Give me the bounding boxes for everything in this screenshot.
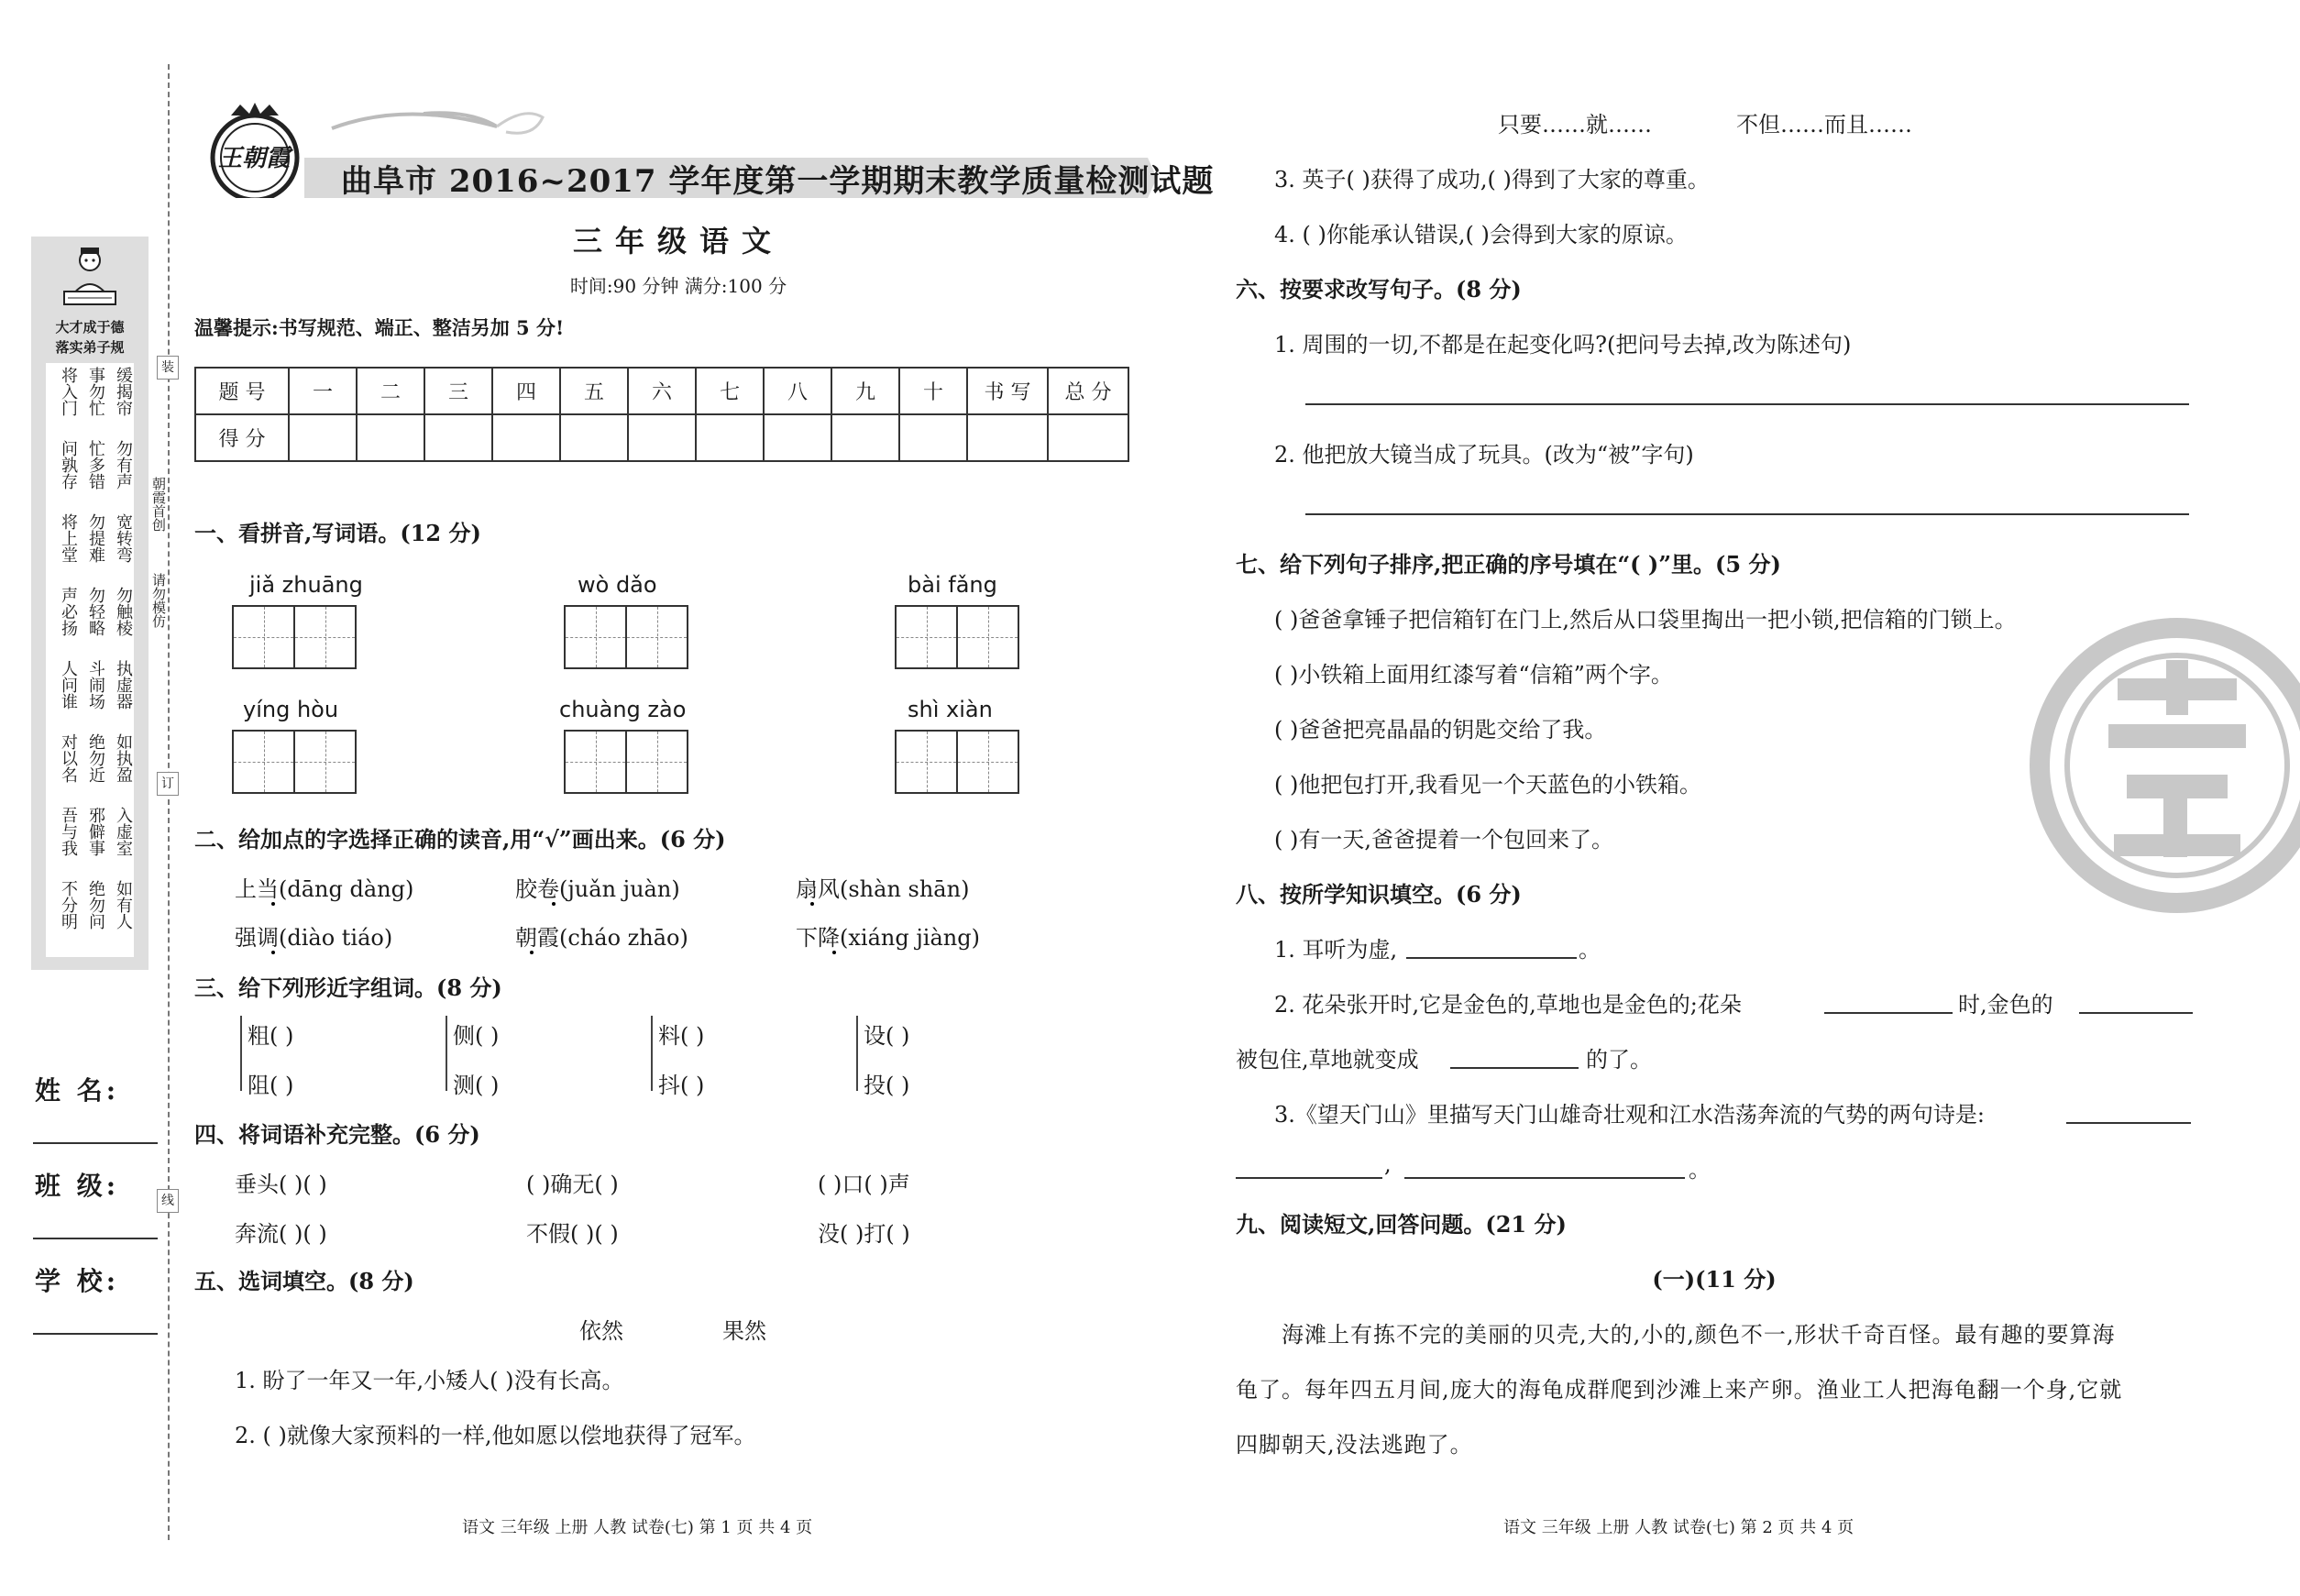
q3-item: 投( ): [864, 1073, 910, 1098]
q1-answer-grid[interactable]: [232, 605, 357, 669]
q3-item: 测( ): [453, 1073, 500, 1098]
q2-item: 上当(dāng dàng): [235, 876, 414, 902]
score-header-cell: 三: [424, 368, 492, 414]
q4-item: 没( )打( ): [818, 1221, 910, 1247]
score-cell[interactable]: [560, 414, 628, 461]
q5-word-choice: 果然: [722, 1318, 766, 1344]
page-footer-right: 语文 三年级 上册 人教 试卷(七) 第 2 页 共 4 页: [1503, 1518, 1854, 1537]
emphasis-dot: [552, 902, 556, 906]
q1-answer-grid[interactable]: [895, 605, 1019, 669]
score-header-cell: 七: [696, 368, 764, 414]
score-cell[interactable]: [628, 414, 696, 461]
q2-heading: 二、给加点的字选择正确的读音,用“√”画出来。(6 分): [194, 826, 726, 853]
q1-pinyin: bài fǎng: [908, 572, 997, 598]
q8-sentence: 2. 花朵张开时,它是金色的,草地也是金色的;花朵: [1274, 992, 1742, 1018]
q8-blank[interactable]: [1824, 1012, 1953, 1014]
score-header-cell: 一: [289, 368, 357, 414]
q3-brace: [651, 1016, 655, 1091]
q8-text: 。: [1579, 937, 1601, 963]
q3-heading: 三、给下列形近字组词。(8 分): [194, 974, 502, 1001]
score-header-cell: 书 写: [967, 368, 1048, 414]
q3-brace: [856, 1016, 861, 1091]
motto-column: 绝勿近: [86, 733, 105, 783]
q8-blank[interactable]: [1404, 1177, 1685, 1179]
score-cell[interactable]: [289, 414, 357, 461]
q5-word-choice: 依然: [579, 1318, 623, 1344]
score-cell[interactable]: [424, 414, 492, 461]
score-cell[interactable]: [831, 414, 899, 461]
q4-heading: 四、将词语补充完整。(6 分): [194, 1121, 480, 1148]
motto-column: 缓揭帘: [114, 367, 133, 416]
score-cell[interactable]: [1048, 414, 1128, 461]
q2-item: 朝霞(cháo zhāo): [515, 925, 688, 951]
q6-heading: 六、按要求改写句子。(8 分): [1236, 276, 1522, 303]
motto-column: 将入门: [59, 367, 78, 416]
q8-text: 。: [1689, 1157, 1711, 1183]
motto-column: 对以名: [59, 733, 78, 783]
motto-column: 入虚室: [114, 807, 133, 856]
school-field[interactable]: [33, 1333, 158, 1335]
motto-column: 勿有声: [114, 440, 133, 490]
q2-item: 强调(diào tiáo): [235, 925, 393, 951]
score-cell[interactable]: [696, 414, 764, 461]
q5-heading: 五、选词填空。(8 分): [194, 1268, 414, 1294]
score-header-cell: 八: [764, 368, 831, 414]
q8-blank[interactable]: [1450, 1067, 1579, 1069]
motto-column: 事勿忙: [86, 367, 105, 416]
motto-column: 勿触棱: [114, 587, 133, 636]
q7-item: ( )爸爸拿锤子把信箱钉在门上,然后从口袋里掏出一把小锁,把信箱的门锁上。: [1274, 607, 2017, 633]
q1-pinyin: chuàng zào: [559, 697, 687, 722]
q8-sentence: 3.《望天门山》里描写天门山雄奇壮观和江水浩荡奔流的气势的两句诗是:: [1274, 1102, 1985, 1128]
motto-column: 绝勿问: [86, 880, 105, 930]
binding-mark: 订: [157, 772, 179, 796]
q6-answer-line[interactable]: [1305, 513, 2189, 515]
school-label: 学 校:: [35, 1266, 120, 1296]
q8-text: 被包住,草地就变成: [1236, 1047, 1419, 1073]
score-table-score-row: [195, 414, 1128, 461]
q9-passage-line: 海滩上有拣不完的美丽的贝壳,大的,小的,颜色不一,形状千奇百怪。最有趣的要算海: [1282, 1322, 2116, 1348]
motto-column: 宽转弯: [114, 513, 133, 563]
q3-item: 阻( ): [248, 1073, 294, 1098]
q3-item: 抖( ): [658, 1073, 705, 1098]
q1-heading: 一、看拼音,写词语。(12 分): [194, 520, 481, 546]
q2-item: 下降(xiáng jiàng): [796, 925, 980, 951]
score-header-cell: 十: [899, 368, 967, 414]
motto-column: 忙多错: [86, 440, 105, 490]
vertical-note: 请勿模仿: [150, 573, 167, 628]
q4-item: 垂头( )( ): [235, 1172, 327, 1197]
score-header-cell: 四: [492, 368, 560, 414]
binding-mark: 线: [157, 1189, 179, 1213]
score-row-label: 得 分: [195, 414, 289, 461]
exam-time-info: 时间:90 分钟 满分:100 分: [569, 275, 787, 297]
score-cell[interactable]: [492, 414, 560, 461]
motto-column: 不分明: [59, 880, 78, 930]
page-footer-left: 语文 三年级 上册 人教 试卷(七) 第 1 页 共 4 页: [462, 1518, 813, 1537]
exam-title: 曲阜市 2016~2017 学年度第一学期期末教学质量检测试题: [341, 163, 1215, 200]
q9-passage-line: 龟了。每年四五月间,庞大的海龟成群爬到沙滩上来产卵。渔业工人把海龟翻一个身,它就: [1236, 1377, 2123, 1403]
name-field[interactable]: [33, 1142, 158, 1144]
emphasis-dot: [530, 951, 534, 954]
score-header-cell: 二: [357, 368, 424, 414]
score-header-cell: 五: [560, 368, 628, 414]
q7-heading: 七、给下列句子排序,把正确的序号填在“( )”里。(5 分): [1236, 551, 1781, 578]
motto-title: 大才成于德 落实弟子规: [55, 319, 125, 356]
q3-item: 粗( ): [248, 1023, 294, 1049]
q9-passage-line: 四脚朝天,没法逃跑了。: [1236, 1432, 1473, 1458]
q8-blank[interactable]: [1406, 957, 1577, 959]
motto-column: 如执盈: [114, 733, 133, 783]
q6-sentence: 2. 他把放大镜当成了玩具。(改为“被”字句): [1274, 442, 1694, 468]
motto-column: 斗闹场: [86, 660, 105, 710]
q2-item: 扇风(shàn shān): [796, 876, 970, 902]
emphasis-dot: [271, 902, 275, 906]
motto-column: 吾与我: [59, 807, 78, 856]
confidential-seal-watermark: [2026, 614, 2300, 917]
motto-column: 邪僻事: [86, 807, 105, 856]
score-header-cell: 题 号: [195, 368, 289, 414]
motto-column: 将上堂: [59, 513, 78, 563]
q8-blank[interactable]: [2066, 1122, 2191, 1124]
q5-sentence: 3. 英子( )获得了成功,( )得到了大家的尊重。: [1274, 167, 1710, 193]
q4-item: ( )口( )声: [818, 1172, 910, 1197]
motto-column: 人问谁: [59, 660, 78, 710]
q3-item: 设( ): [864, 1023, 910, 1049]
score-cell[interactable]: [764, 414, 831, 461]
q1-answer-grid[interactable]: [895, 730, 1019, 794]
score-table: [194, 367, 1129, 462]
q4-item: 奔流( )( ): [235, 1221, 327, 1247]
motto-column: 勿提难: [86, 513, 105, 563]
motto-column: 如有人: [114, 880, 133, 930]
score-cell[interactable]: [967, 414, 1048, 461]
q9-part-title: (一)(11 分): [1652, 1266, 1777, 1293]
q5-sentence: 4. ( )你能承认错误,( )会得到大家的原谅。: [1274, 222, 1688, 248]
q6-sentence: 1. 周围的一切,不都是在起变化吗?(把问号去掉,改为陈述句): [1274, 332, 1852, 358]
q5-word-choice: 不但……而且……: [1736, 112, 1912, 138]
emphasis-dot: [271, 951, 275, 954]
class-label: 班 级:: [35, 1171, 120, 1201]
class-field[interactable]: [33, 1238, 158, 1239]
q9-heading: 九、阅读短文,回答问题。(21 分): [1236, 1211, 1567, 1238]
score-cell[interactable]: [357, 414, 424, 461]
q1-pinyin: yíng hòu: [243, 697, 339, 722]
name-label: 姓 名:: [35, 1075, 120, 1106]
q8-text: 时,金色的: [1958, 992, 2053, 1018]
q1-pinyin: wò dǎo: [578, 572, 657, 598]
q1-pinyin: shì xiàn: [908, 697, 993, 722]
reminder-text: 温馨提示:书写规范、端正、整洁另加 5 分!: [194, 316, 565, 339]
score-cell[interactable]: [899, 414, 967, 461]
q1-answer-grid[interactable]: [564, 605, 688, 669]
score-header-cell: 六: [628, 368, 696, 414]
q8-blank[interactable]: [1236, 1177, 1382, 1179]
vertical-note: 朝霞首创: [150, 477, 167, 532]
score-table-header-row: [195, 368, 1128, 414]
motto-column: 勿轻略: [86, 587, 105, 636]
q5-sentence: 1. 盼了一年又一年,小矮人( )没有长高。: [235, 1368, 624, 1393]
q4-item: ( )确无( ): [526, 1172, 619, 1197]
subject-title: 三年级语文: [572, 224, 784, 259]
q3-brace: [446, 1016, 450, 1091]
motto-column: 执虚器: [114, 660, 133, 710]
emphasis-dot: [810, 902, 814, 906]
q4-item: 不假( )( ): [526, 1221, 619, 1247]
q3-brace: [240, 1016, 245, 1091]
q8-blank[interactable]: [2079, 1012, 2193, 1014]
q8-heading: 八、按所学知识填空。(6 分): [1236, 881, 1522, 908]
q7-item: ( )有一天,爸爸提着一个包回来了。: [1274, 827, 1613, 853]
q3-item: 料( ): [658, 1023, 705, 1049]
brand-logo-text: 王朝霞: [218, 145, 291, 172]
q8-text: 的了。: [1586, 1047, 1652, 1073]
q5-sentence: 2. ( )就像大家预料的一样,他如愿以偿地获得了冠军。: [235, 1423, 756, 1448]
score-header-cell: 总 分: [1048, 368, 1128, 414]
q1-pinyin: jiǎ zhuāng: [249, 572, 363, 598]
q6-answer-line[interactable]: [1305, 403, 2189, 405]
q5-word-choice: 只要……就……: [1498, 112, 1652, 138]
q8-sentence: 1. 耳听为虚,: [1274, 937, 1398, 963]
q7-item: ( )他把包打开,我看见一个天蓝色的小铁箱。: [1274, 772, 1701, 798]
score-header-cell: 九: [831, 368, 899, 414]
emphasis-dot: [832, 951, 836, 954]
q7-item: ( )爸爸把亮晶晶的钥匙交给了我。: [1274, 717, 1607, 743]
q1-answer-grid[interactable]: [232, 730, 357, 794]
q1-answer-grid[interactable]: [564, 730, 688, 794]
binding-mark: 装: [157, 356, 179, 380]
q7-item: ( )小铁箱上面用红漆写着“信箱”两个字。: [1274, 662, 1673, 688]
q3-item: 侧( ): [453, 1023, 500, 1049]
motto-column: 声必扬: [59, 587, 78, 636]
motto-column: 问孰存: [59, 440, 78, 490]
q8-text: ,: [1384, 1151, 1392, 1177]
q2-item: 胶卷(juǎn juàn): [515, 876, 680, 902]
